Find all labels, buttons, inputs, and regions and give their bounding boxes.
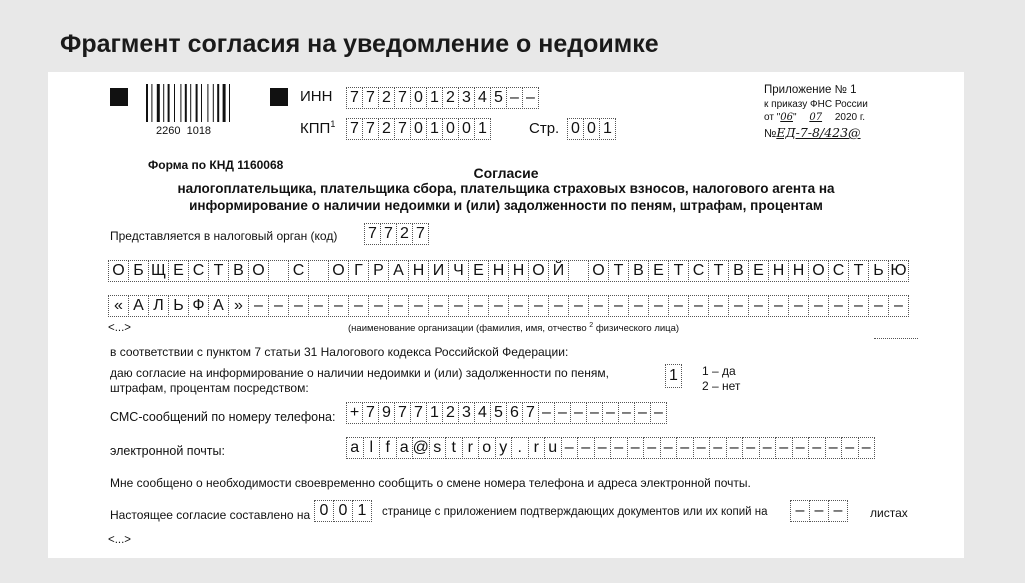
inn-label: ИНН <box>300 88 333 105</box>
barcode-number: 2260 1018 <box>156 125 212 137</box>
email-cell[interactable]: @ <box>412 437 430 459</box>
consent-form-document <box>48 72 964 558</box>
kpp-superscript: 1 <box>330 119 336 129</box>
sms-phone-field[interactable] <box>346 402 666 424</box>
footer-ellipsis: <...> <box>108 534 132 546</box>
org-name-cell[interactable]: – <box>368 295 389 317</box>
email-cell[interactable]: o <box>478 437 496 459</box>
org-name-cell[interactable]: – <box>548 295 569 317</box>
sms-phone-cell[interactable]: – <box>570 402 587 424</box>
org-name-cell[interactable]: А <box>388 260 409 282</box>
page-number-cell[interactable]: 1 <box>599 118 616 140</box>
sms-phone-cell[interactable]: 3 <box>458 402 475 424</box>
page-number-field[interactable] <box>567 118 615 140</box>
org-name-cell[interactable]: – <box>468 295 489 317</box>
org-name-cell[interactable] <box>568 260 589 282</box>
copies-count-cell[interactable]: – <box>828 500 848 522</box>
tax-office-cell[interactable]: 7 <box>364 223 381 245</box>
org-name-cell[interactable]: – <box>448 295 469 317</box>
kpp-cell[interactable]: 1 <box>426 118 443 140</box>
org-name-cell[interactable]: В <box>228 260 249 282</box>
title-line2: налогоплательщика, плательщика сбора, плательщика страховых взносов, налогового агента на <box>177 181 835 196</box>
org-name-cell[interactable]: Р <box>368 260 389 282</box>
kpp-cell[interactable]: 1 <box>474 118 491 140</box>
annex-line4 <box>764 125 861 140</box>
email-cell[interactable]: – <box>775 437 793 459</box>
org-name-cell[interactable]: – <box>248 295 269 317</box>
org-ellipsis: <...> <box>108 322 132 334</box>
sms-phone-cell[interactable]: – <box>618 402 635 424</box>
org-name-cell[interactable]: В <box>628 260 649 282</box>
tax-office-cell[interactable]: 7 <box>412 223 429 245</box>
org-name-cell[interactable]: Г <box>348 260 369 282</box>
org-name-caption <box>348 322 679 334</box>
kpp-cell[interactable]: 2 <box>378 118 395 140</box>
org-name-cell[interactable]: » <box>228 295 249 317</box>
org-name-line2[interactable] <box>108 295 908 317</box>
email-cell[interactable]: a <box>346 437 364 459</box>
org-name-cell[interactable]: А <box>128 295 149 317</box>
org-name-cell[interactable]: Т <box>848 260 869 282</box>
org-name-cell[interactable]: Е <box>168 260 189 282</box>
inn-cell[interactable]: 3 <box>458 87 475 109</box>
email-cell[interactable]: . <box>511 437 529 459</box>
org-name-cell[interactable]: О <box>588 260 609 282</box>
inn-cell[interactable]: 2 <box>378 87 395 109</box>
org-name-cell[interactable]: С <box>688 260 709 282</box>
email-cell[interactable]: – <box>627 437 645 459</box>
email-cell[interactable]: – <box>808 437 826 459</box>
org-name-cell[interactable]: – <box>828 295 849 317</box>
email-cell[interactable]: – <box>561 437 579 459</box>
kpp-cell[interactable]: 0 <box>442 118 459 140</box>
org-name-cell[interactable]: – <box>428 295 449 317</box>
pages-count-field[interactable] <box>314 500 371 522</box>
org-name-cell[interactable]: – <box>768 295 789 317</box>
email-cell[interactable]: – <box>792 437 810 459</box>
kpp-cell[interactable]: 7 <box>394 118 411 140</box>
email-cell[interactable]: y <box>495 437 513 459</box>
page-number-cell[interactable]: 0 <box>583 118 600 140</box>
kpp-label <box>300 119 335 137</box>
caption-superscript: 2 <box>589 322 594 329</box>
title-line3: информирование о наличии недоимки и (или) задолженности по пеням, штрафам, процентам <box>189 198 823 213</box>
org-name-cell[interactable]: И <box>428 260 449 282</box>
org-name-cell[interactable]: Е <box>468 260 489 282</box>
pages-middle: странице с приложением подтверждающих документов или их копий на <box>382 506 768 518</box>
org-name-cell[interactable]: Н <box>488 260 509 282</box>
email-cell[interactable]: – <box>610 437 628 459</box>
org-name-cell[interactable]: – <box>388 295 409 317</box>
sms-phone-cell[interactable]: 4 <box>474 402 491 424</box>
pages-prefix: Настоящее согласие составлено на <box>110 508 311 522</box>
org-name-cell[interactable]: О <box>808 260 829 282</box>
org-name-cell[interactable]: Т <box>668 260 689 282</box>
annex-line1: Приложение № 1 <box>764 84 857 96</box>
org-name-cell[interactable] <box>308 260 329 282</box>
inn-cell[interactable]: 5 <box>490 87 507 109</box>
sms-phone-cell[interactable]: – <box>634 402 651 424</box>
inn-cell[interactable]: 1 <box>426 87 443 109</box>
email-cell[interactable]: – <box>594 437 612 459</box>
org-name-cell[interactable]: Н <box>508 260 529 282</box>
title-line1: Согласие <box>473 165 539 181</box>
org-name-cell[interactable]: Н <box>768 260 789 282</box>
annex-number: ЕД-7-8/423@ <box>776 125 861 140</box>
inn-cell[interactable]: – <box>522 87 539 109</box>
sms-phone-cell[interactable]: 1 <box>426 402 443 424</box>
org-name-cell[interactable]: С <box>288 260 309 282</box>
org-name-cell[interactable]: – <box>808 295 829 317</box>
org-name-cell[interactable]: – <box>308 295 329 317</box>
inn-cell[interactable]: 4 <box>474 87 491 109</box>
email-cell[interactable]: – <box>709 437 727 459</box>
tax-office-label: Представляется в налоговый орган (код) <box>110 229 338 243</box>
email-cell[interactable]: u <box>544 437 562 459</box>
pages-suffix: листах <box>870 506 908 520</box>
org-name-cell[interactable]: – <box>788 295 809 317</box>
sms-phone-cell[interactable]: 7 <box>522 402 539 424</box>
email-cell[interactable]: s <box>429 437 447 459</box>
page-label: Стр. <box>529 120 560 137</box>
org-name-cell[interactable]: О <box>108 260 129 282</box>
inn-cell[interactable]: 2 <box>442 87 459 109</box>
copies-count-cell[interactable]: – <box>809 500 829 522</box>
org-name-cell[interactable]: Е <box>648 260 669 282</box>
dotted-divider <box>874 338 918 339</box>
sms-phone-cell[interactable]: – <box>602 402 619 424</box>
org-name-cell[interactable]: – <box>688 295 709 317</box>
email-cell[interactable]: – <box>577 437 595 459</box>
org-name-cell[interactable]: « <box>108 295 129 317</box>
consent-option-no: 2 – нет <box>702 379 741 393</box>
email-cell[interactable]: – <box>693 437 711 459</box>
org-name-cell[interactable]: – <box>728 295 749 317</box>
consent-value-field[interactable] <box>665 364 681 388</box>
email-cell[interactable]: – <box>841 437 859 459</box>
kpp-cell[interactable]: 7 <box>346 118 363 140</box>
tax-office-code-field[interactable] <box>364 223 428 245</box>
org-name-cell[interactable]: – <box>708 295 729 317</box>
inn-cell[interactable]: 7 <box>362 87 379 109</box>
tax-office-cell[interactable]: 2 <box>396 223 413 245</box>
org-name-cell[interactable]: – <box>588 295 609 317</box>
inn-cell[interactable]: – <box>506 87 523 109</box>
sms-phone-cell[interactable]: 5 <box>490 402 507 424</box>
sms-phone-cell[interactable]: 7 <box>394 402 411 424</box>
page-heading: Фрагмент согласия на уведомление о недоимке <box>60 30 659 58</box>
annex-month: 07 <box>809 112 823 123</box>
email-cell[interactable]: a <box>396 437 414 459</box>
org-name-cell[interactable]: Й <box>548 260 569 282</box>
inn-cell[interactable]: 0 <box>410 87 427 109</box>
consent-value-cell[interactable]: 1 <box>665 364 682 388</box>
org-name-cell[interactable] <box>268 260 289 282</box>
org-name-cell[interactable]: – <box>328 295 349 317</box>
org-name-cell[interactable]: Л <box>148 295 169 317</box>
tax-office-cell[interactable]: 7 <box>380 223 397 245</box>
email-cell[interactable]: – <box>825 437 843 459</box>
org-name-cell[interactable]: Щ <box>148 260 169 282</box>
org-name-cell[interactable]: – <box>348 295 369 317</box>
barcode-icon <box>146 84 246 128</box>
sms-phone-cell[interactable]: – <box>538 402 555 424</box>
sms-label: СМС-сообщений по номеру телефона: <box>110 410 336 424</box>
consent-line1: даю согласие на информирование о наличии недоимки и (или) задолженности по пеням, <box>110 366 609 380</box>
pages-count-cell[interactable]: 0 <box>333 500 353 522</box>
org-name-cell[interactable]: – <box>528 295 549 317</box>
kpp-field[interactable] <box>346 118 490 140</box>
sms-phone-cell[interactable]: 9 <box>378 402 395 424</box>
org-name-cell[interactable]: С <box>188 260 209 282</box>
email-cell[interactable]: – <box>660 437 678 459</box>
org-name-cell[interactable]: Ь <box>868 260 889 282</box>
org-name-cell[interactable]: Ф <box>188 295 209 317</box>
form-code: Форма по КНД 1160068 <box>148 158 284 172</box>
sms-phone-cell[interactable]: 6 <box>506 402 523 424</box>
org-name-cell[interactable]: Б <box>128 260 149 282</box>
inn-cell[interactable]: 7 <box>346 87 363 109</box>
email-cell[interactable]: l <box>363 437 381 459</box>
sms-phone-cell[interactable]: 7 <box>410 402 427 424</box>
email-cell[interactable]: f <box>379 437 397 459</box>
notice-text: Мне сообщено о необходимости своевременно сообщить о смене номера телефона и адреса электронной почты. <box>110 476 751 490</box>
corner-marker-right <box>270 88 288 106</box>
org-name-cell[interactable]: – <box>848 295 869 317</box>
org-name-line1[interactable] <box>108 260 908 282</box>
org-name-cell[interactable]: О <box>528 260 549 282</box>
email-cell[interactable]: – <box>759 437 777 459</box>
org-name-cell[interactable]: – <box>408 295 429 317</box>
copies-count-cell[interactable]: – <box>790 500 810 522</box>
org-name-cell[interactable]: – <box>488 295 509 317</box>
caption-end: физического лица) <box>593 323 680 335</box>
email-cell[interactable]: t <box>445 437 463 459</box>
kpp-label-text: КПП <box>300 120 331 137</box>
org-name-cell[interactable]: В <box>728 260 749 282</box>
email-label: электронной почты: <box>110 444 225 458</box>
copies-count-field[interactable] <box>790 500 847 522</box>
pages-count-cell[interactable]: 1 <box>352 500 372 522</box>
pages-count-cell[interactable]: 0 <box>314 500 334 522</box>
kpp-cell[interactable]: 0 <box>458 118 475 140</box>
org-name-cell[interactable]: – <box>568 295 589 317</box>
consent-option-yes: 1 – да <box>702 364 736 378</box>
org-name-cell[interactable]: С <box>828 260 849 282</box>
org-name-cell[interactable]: Т <box>708 260 729 282</box>
annex-year: 2020 г. <box>834 112 866 123</box>
org-name-cell[interactable]: О <box>248 260 269 282</box>
sms-phone-cell[interactable]: – <box>586 402 603 424</box>
sms-phone-cell[interactable]: 7 <box>362 402 379 424</box>
page-number-cell[interactable]: 0 <box>567 118 584 140</box>
org-name-cell[interactable]: – <box>648 295 669 317</box>
email-cell[interactable]: r <box>528 437 546 459</box>
email-cell[interactable]: r <box>462 437 480 459</box>
email-cell[interactable]: – <box>676 437 694 459</box>
org-name-cell[interactable]: – <box>668 295 689 317</box>
inn-field[interactable] <box>346 87 538 109</box>
org-name-cell[interactable]: Е <box>748 260 769 282</box>
sms-phone-cell[interactable]: – <box>650 402 667 424</box>
org-name-cell[interactable]: – <box>628 295 649 317</box>
org-name-cell[interactable]: Т <box>608 260 629 282</box>
sms-phone-cell[interactable]: – <box>554 402 571 424</box>
org-name-cell[interactable]: А <box>208 295 229 317</box>
annex-day: 06 <box>780 112 793 123</box>
org-name-cell[interactable]: Н <box>788 260 809 282</box>
org-name-cell[interactable]: – <box>748 295 769 317</box>
org-name-cell[interactable]: – <box>608 295 629 317</box>
annex-line3 <box>764 112 865 123</box>
consent-line2: штрафам, процентам посредством: <box>110 381 309 395</box>
org-name-cell[interactable]: Ч <box>448 260 469 282</box>
email-cell[interactable]: – <box>742 437 760 459</box>
org-name-cell[interactable]: О <box>328 260 349 282</box>
org-name-cell[interactable]: Т <box>208 260 229 282</box>
annex-date-quote: " <box>792 112 797 123</box>
kpp-cell[interactable]: 0 <box>410 118 427 140</box>
org-name-cell[interactable]: – <box>288 295 309 317</box>
org-name-cell[interactable]: Ь <box>168 295 189 317</box>
accordance-text: в соответствии с пунктом 7 статьи 31 Налогового кодекса Российской Федерации: <box>110 345 569 359</box>
annex-line2: к приказу ФНС России <box>764 99 868 110</box>
kpp-cell[interactable]: 7 <box>362 118 379 140</box>
caption-text: (наименование организации (фамилия, имя, отчество <box>348 323 587 335</box>
org-name-cell[interactable]: – <box>268 295 289 317</box>
annex-number-prefix: № <box>764 128 777 140</box>
email-field[interactable] <box>346 437 874 459</box>
corner-marker-left <box>110 88 128 106</box>
org-name-cell[interactable]: – <box>868 295 889 317</box>
org-name-cell[interactable]: – <box>508 295 529 317</box>
email-cell[interactable]: – <box>858 437 876 459</box>
sms-phone-cell[interactable]: + <box>346 402 363 424</box>
email-cell[interactable]: – <box>643 437 661 459</box>
org-name-cell[interactable]: – <box>888 295 909 317</box>
org-name-cell[interactable]: Н <box>408 260 429 282</box>
email-cell[interactable]: – <box>726 437 744 459</box>
sms-phone-cell[interactable]: 2 <box>442 402 459 424</box>
org-name-cell[interactable]: Ю <box>888 260 909 282</box>
inn-cell[interactable]: 7 <box>394 87 411 109</box>
annex-date-prefix: от " <box>764 112 781 123</box>
